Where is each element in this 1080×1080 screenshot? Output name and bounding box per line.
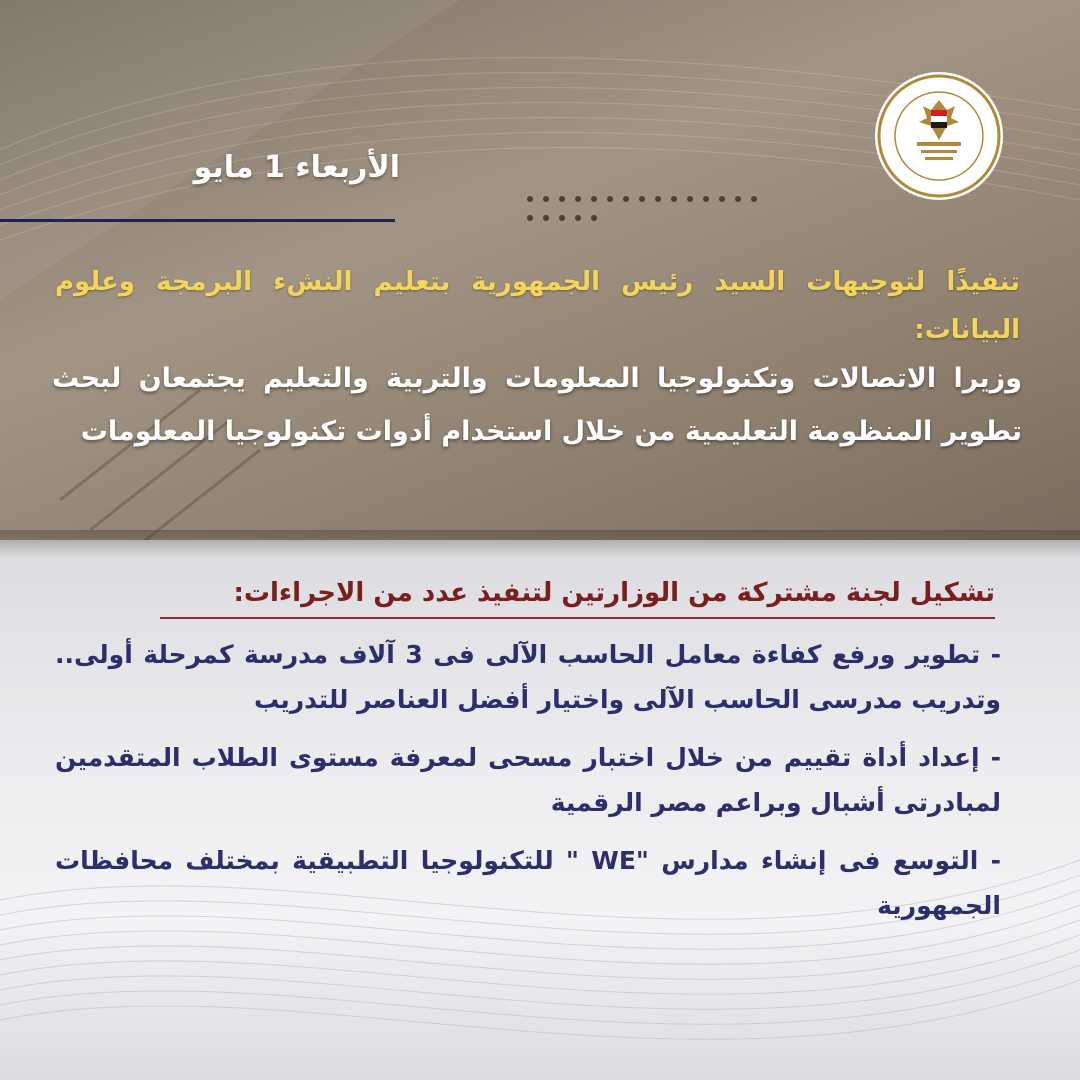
divider-shadow bbox=[0, 530, 1080, 558]
subheadline: وزيرا الاتصالات وتكنولوجيا المعلومات والتربية والتعليم يجتمعان لبحث تطوير المنظومة التعليمية من خلال استخدام أدوات تكنولوجيا المعلومات bbox=[52, 363, 1022, 447]
list-item: - التوسع فى إنشاء مدارس "WE " للتكنولوجيا التطبيقية بمختلف محافظات الجمهورية bbox=[55, 846, 1001, 920]
ministry-logo bbox=[873, 70, 1005, 202]
action-list bbox=[55, 632, 1001, 941]
list-item: - تطوير ورفع كفاءة معامل الحاسب الآلى فى 3 آلاف مدرسة كمرحلة أولى.. وتدريب مدرسى الحاسب الآلى واختيار أفضل العناصر للتدريب bbox=[55, 640, 1001, 714]
headline: تنفيذًا لتوجيهات السيد رئيس الجمهورية بتعليم النشء البرمجة وعلوم البيانات: bbox=[55, 267, 1020, 345]
list-item: - إعداد أداة تقييم من خلال اختبار مسحى لمعرفة مستوى الطلاب المتقدمين لمبادرتى أشبال وبراعم مصر الرقمية bbox=[55, 743, 1001, 817]
date-label: الأربعاء 1 مايو bbox=[193, 150, 400, 185]
section-title: تشكيل لجنة مشتركة من الوزارتين لتنفيذ عدد من الاجراءات: bbox=[233, 578, 995, 608]
dot-pattern bbox=[522, 193, 772, 221]
date-underline bbox=[0, 219, 395, 222]
ministry-eagle-emblem-icon bbox=[873, 70, 1005, 202]
section-title-underline bbox=[160, 617, 995, 619]
